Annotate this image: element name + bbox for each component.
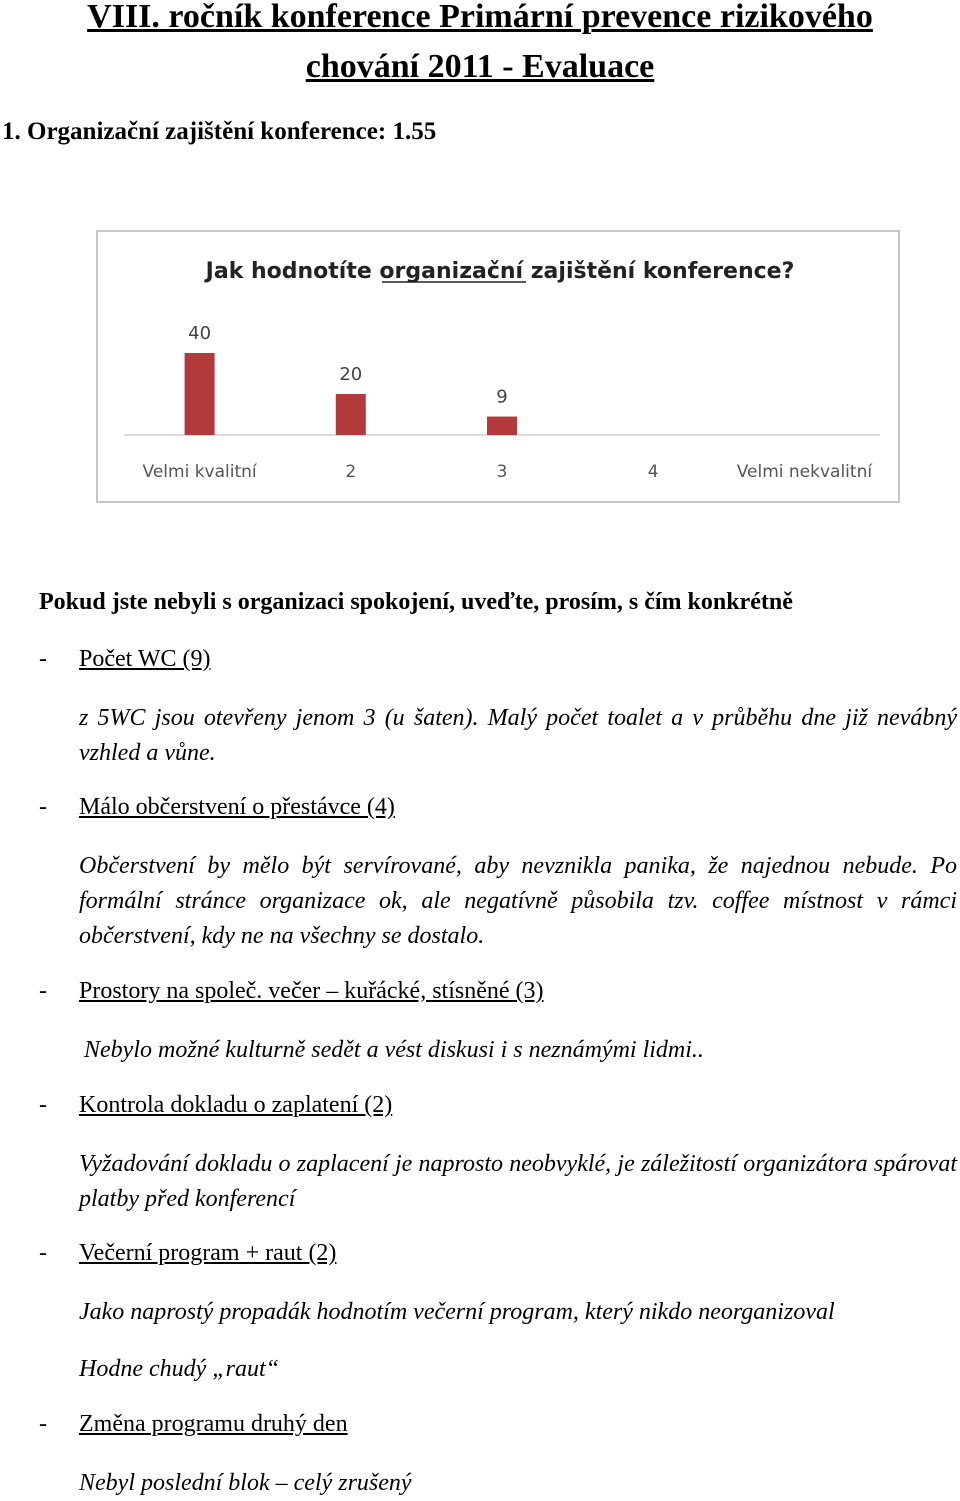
question-prompt: Pokud jste nebyli s organizaci spokojení, uveďte, prosím, s čím konkrétně xyxy=(39,589,793,615)
item-label: Prostory na společ. večer – kuřácké, stísněné (3) xyxy=(79,978,544,1004)
list-item xyxy=(39,1411,348,1438)
item-label: Kontrola dokladu o zaplatení (2) xyxy=(79,1092,393,1118)
title-line-1: VIII. ročník konference Primární prevence rizikového xyxy=(87,0,873,35)
list-item xyxy=(39,1092,392,1119)
chart-tick-label: 4 xyxy=(647,462,659,482)
list-item xyxy=(39,1240,336,1267)
chart-tick-label: Velmi nekvalitní xyxy=(736,462,873,482)
chart-bar xyxy=(487,417,517,435)
item-comment: Nebyl poslední blok – celý zrušený xyxy=(79,1470,412,1496)
list-item xyxy=(39,978,544,1005)
item-comment: Nebylo možné kulturně sedět a vést diskusi i s neznámými lidmi.. xyxy=(84,1037,704,1063)
item-comment: Vyžadování dokladu o zaplacení je naprosto neobvyklé, je záležitostí organizátora spárovat platby před konferencí xyxy=(79,1151,957,1212)
item-comment: Jako naprostý propadák hodnotím večerní program, který nikdo neorganizoval xyxy=(79,1299,835,1325)
item-label: Změna programu druhý den xyxy=(79,1411,348,1437)
chart-data-label: 9 xyxy=(496,386,508,408)
item-comment: z 5WC jsou otevřeny jenom 3 (u šaten). Malý počet toalet a v průběhu dne již nevábný vzhled a vůne. xyxy=(79,705,957,766)
chart-tick-label: 2 xyxy=(345,462,357,482)
chart-data-label: 40 xyxy=(188,323,212,344)
list-dash: - xyxy=(39,1092,47,1118)
page-title xyxy=(0,0,960,92)
section-heading: 1. Organizační zajištění konference: 1.55 xyxy=(2,118,437,145)
item-label: Počet WC (9) xyxy=(79,646,211,672)
list-item xyxy=(39,646,211,673)
item-comment: Hodne chudý „raut“ xyxy=(79,1356,279,1382)
list-dash: - xyxy=(39,794,47,820)
item-label: Málo občerstvení o přestávce (4) xyxy=(79,794,395,820)
chart-data-label: 20 xyxy=(339,364,363,385)
list-dash: - xyxy=(39,1240,47,1266)
item-comment: Občerstvení by mělo být servírované, aby nevznikla panika, že najednou nebude. Po formální stránce organizace ok, ale negatívně působila tzv. coffee místnost v rámci občerstvení, kdy ne na všechny se dostalo. xyxy=(79,853,957,949)
list-dash: - xyxy=(39,978,47,1004)
rating-chart xyxy=(96,230,900,503)
chart-tick-label: 3 xyxy=(496,462,508,482)
chart-bar xyxy=(185,353,215,435)
chart-bar xyxy=(336,394,366,435)
item-label: Večerní program + raut (2) xyxy=(79,1240,337,1266)
chart-title: Jak hodnotíte organizační zajištění konference? xyxy=(205,259,795,284)
chart-svg xyxy=(98,232,898,501)
list-item xyxy=(39,794,395,821)
list-dash: - xyxy=(39,1411,47,1437)
list-dash: - xyxy=(39,646,47,672)
chart-tick-label: Velmi kvalitní xyxy=(142,462,257,482)
title-line-2: chování 2011 - Evaluace xyxy=(305,48,655,85)
